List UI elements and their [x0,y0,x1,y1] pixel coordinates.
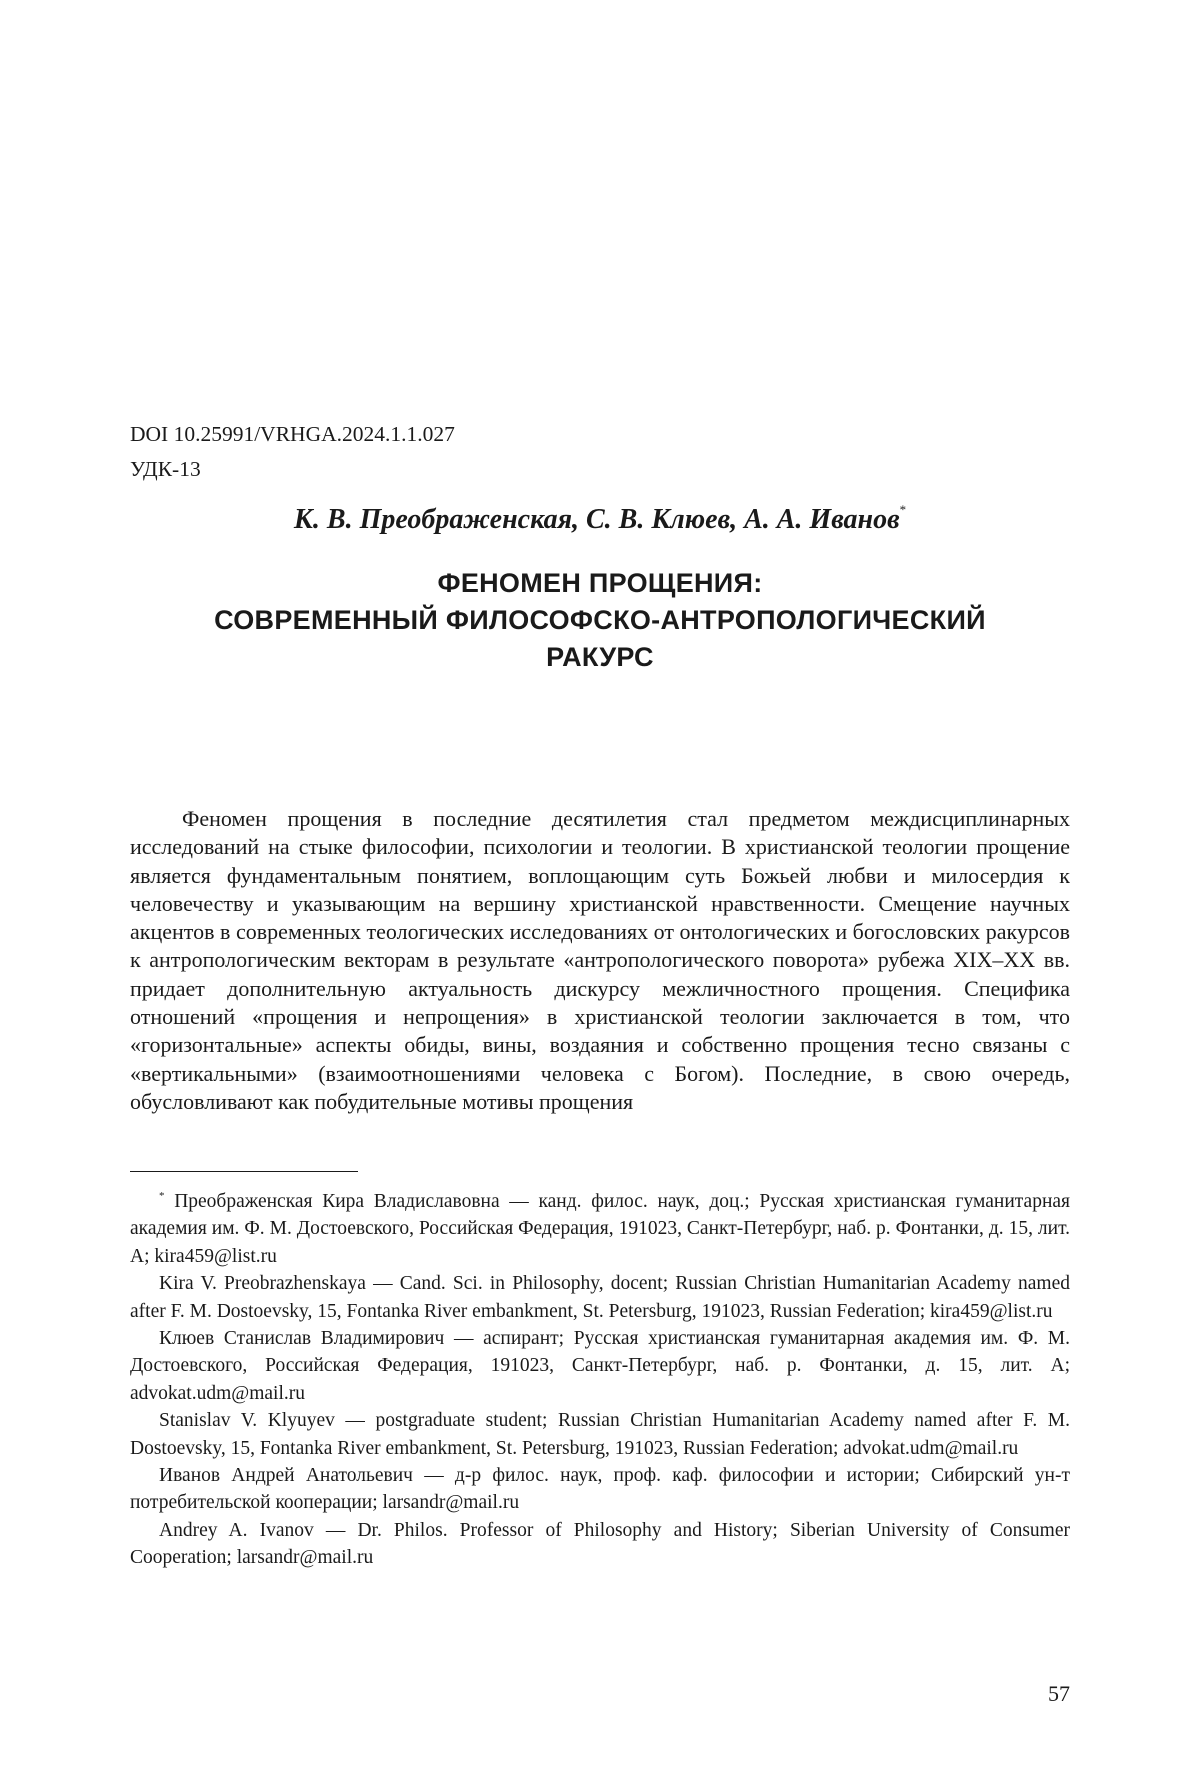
abstract [130,805,1070,1116]
title-line-1: ФЕНОМЕН ПРОЩЕНИЯ: [130,565,1070,602]
footnote-1-text: Преображенская Кира Владиславовна — канд. филос. наук, доц.; Русская христианская гуманитарная академия им. Ф. М. Достоевского, Российская Федерация, 191023, Санкт-Петербург, наб. р. Фонтанки, д. 15, лит. А; kira459@list.ru [130,1191,1070,1267]
footnote-1 [130,1183,1070,1270]
authors-line [130,492,1070,538]
title-line-3: РАКУРС [130,639,1070,676]
authors-names: К. В. Преображенская, С. В. Клюев, А. А. Иванов [294,504,900,535]
footnote-5: Иванов Андрей Анатольевич — д-р филос. наук, проф. каф. философии и истории; Сибирский ун-т потребительской кооперации; larsandr@mail.ru [130,1462,1070,1517]
footnotes [130,1183,1070,1572]
page-number: 57 [1048,1680,1070,1708]
authors-footnote-mark: * [900,502,907,517]
footnote-3: Клюев Станислав Владимирович — аспирант; Русская христианская гуманитарная академия им. Ф. М. Достоевского, Российская Федерация, 191023, Санкт-Петербург, наб. р. Фонтанки, д. 15, лит. А; advokat.udm@mail.ru [130,1325,1070,1407]
footnote-2: Kira V. Preobrazhenskaya — Cand. Sci. in Philosophy, docent; Russian Christian Humanitarian Academy named after F. M. Dostoevsky, 15, Fontanka River embankment, St. Petersburg, 191023, Russian Federation; kira459@list.ru [130,1270,1070,1325]
footnote-divider [130,1171,358,1172]
title-line-2: СОВРЕМЕННЫЙ ФИЛОСОФСКО-АНТРОПОЛОГИЧЕСКИЙ [130,602,1070,639]
udc-code: УДК-13 [130,455,201,483]
article-page [0,0,1200,1784]
footnote-6: Andrey A. Ivanov — Dr. Philos. Professor of Philosophy and History; Siberian University of Consumer Cooperation; larsandr@mail.ru [130,1517,1070,1572]
article-title [130,565,1070,676]
footnote-4: Stanislav V. Klyuyev — postgraduate student; Russian Christian Humanitarian Academy named after F. M. Dostoevsky, 15, Fontanka River embankment, St. Petersburg, 191023, Russian Federation; advokat.udm@mail.ru [130,1407,1070,1462]
footnote-mark: * [159,1190,165,1202]
doi: DOI 10.25991/VRHGA.2024.1.1.027 [130,420,455,448]
abstract-paragraph: Феномен прощения в последние десятилетия стал предметом междисципли­нарных исследований на стыке философии, психологии и теологии. В христианской теологии прощение является фундаментальным понятием, воплощающим суть Божьей любви и милосердия к человечеству и указывающим на вершину христиан­ской нравственности. Смещение научных акцентов в современных теологических исследованиях от онтологических и богословских ракурсов к антропологическим векторам в результате «антропологического поворота» рубежа XIX–XX вв. придает дополнительную актуальность дискурсу межличностного прощения. Специфика отношений «прощения и непрощения» в христианской теологии заключается в том, что «горизонтальные» аспекты обиды, вины, воздаяния и собственно прощения тесно связаны с «вертикальными» (взаимоотношениями человека с Богом). По­следние, в свою очередь, обусловливают как побудительные мотивы прощения [130,805,1070,1116]
